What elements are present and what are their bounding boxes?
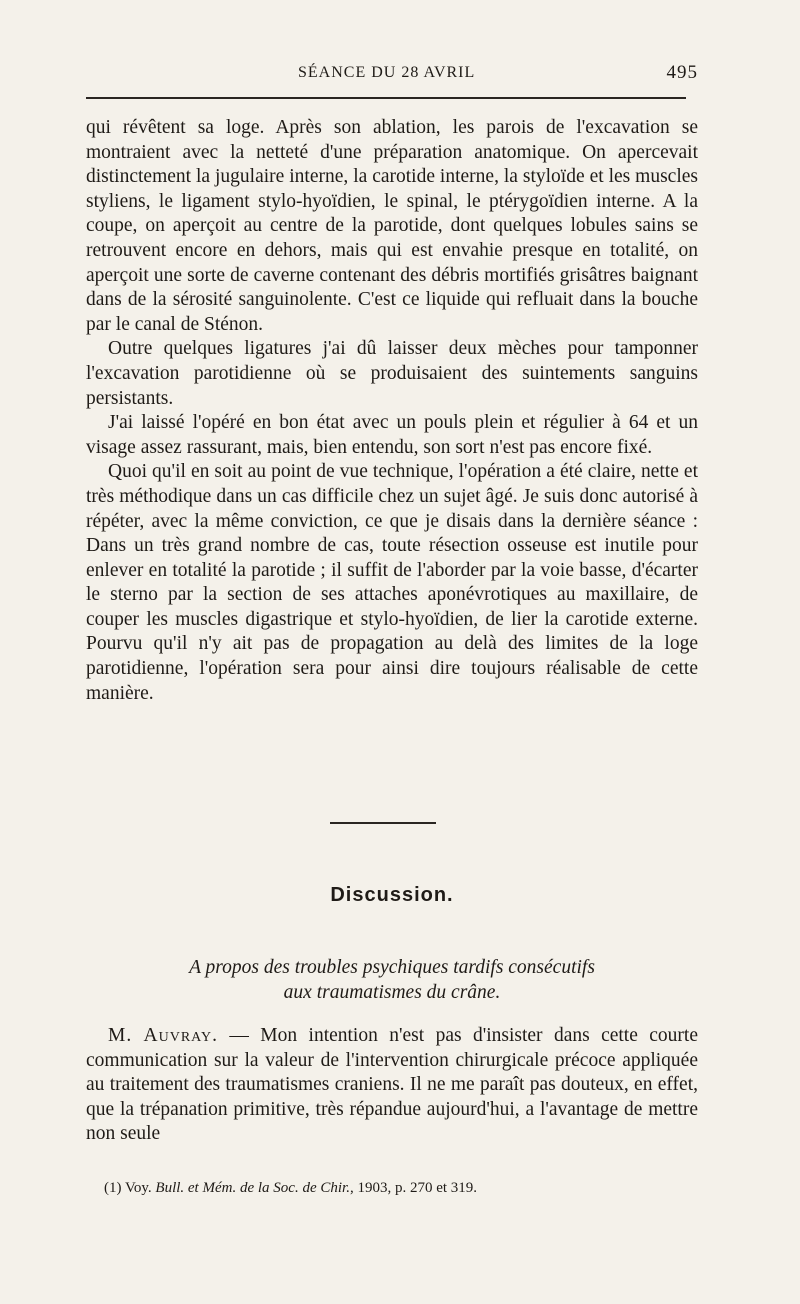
paragraph-1: qui révêtent sa loge. Après son ablation, les parois de l'excavation se montraient avec la netteté d'une préparation anatomique. On apercevait distinctement la jugulaire interne, la carotide interne, la styloïde et les muscles styliens, le ligament stylo-hyoïdien, le spinal, le ptérygoïdien interne. A la coupe, on aperçoit au centre de la parotide, dont quelques lobules sains se retrouvent encore en dehors, mais qui est envahie presque en totalité, on aperçoit une sorte de caverne contenant des débris mortifiés grisâtres baignant dans de la sérosité sanguinolente. C'est ce liquide qui refluait dans la bouche par le canal de Sténon. [86, 117, 698, 335]
subtitle-line-1: A propos des troubles psychiques tardifs consécutifs [189, 957, 595, 978]
header-rule [86, 97, 686, 99]
footnote-marker: (1) Voy. [104, 1180, 156, 1196]
running-head [86, 58, 698, 88]
footnote-rest: , 1903, p. 270 et 319. [349, 1180, 478, 1196]
paragraph-3: J'ai laissé l'opéré en bon état avec un pouls plein et régulier à 64 et un visage assez rassurant, mais, bien entendu, son sort n'est pas encore fixé. [86, 412, 698, 458]
paragraph-2: Outre quelques ligatures j'ai dû laisser deux mèches pour tamponner l'excavation parotidienne où se produisaient des suintements sanguins persistants. [86, 338, 698, 409]
subtitle-line-2: aux traumatismes du crâne. [283, 981, 501, 1003]
discussion-text [86, 1024, 698, 1147]
discussion-paragraph [86, 1024, 698, 1147]
body-text [86, 116, 698, 706]
discussion-body: — Mon intention n'est pas d'insister dans cette courte communication sur la valeur de l'intervention chirurgicale précoce appliquée au traitement des traumatismes craniens. Il ne me paraît pas douteux, en effet, que la trépanation primitive, très répandue aujourd'hui, a l'avantage de mettre non seule [86, 1025, 698, 1145]
speaker-name: M. Auvray. [108, 1025, 218, 1046]
discussion-subtitle [86, 956, 698, 1005]
document-page [86, 0, 698, 1304]
footnote-source: Bull. et Mém. de la Soc. de Chir. [155, 1180, 350, 1196]
section-title: Discussion. [330, 884, 454, 906]
page-number: 495 [666, 62, 698, 83]
running-title: SÉANCE DU 28 AVRIL [298, 64, 476, 81]
paragraph-4: Quoi qu'il en soit au point de vue technique, l'opération a été claire, nette et très méthodique dans un cas difficile chez un sujet âgé. Je suis donc autorisé à répéter, avec la même conviction, ce que je disais dans la dernière séance : Dans un très grand nombre de cas, toute résection osseuse est inutile pour enlever en totalité la parotide ; il suffit de l'aborder par la voie basse, d'écarter le sterno par la section de ses attaches aponévrotiques au maxillaire, de couper les muscles digastrique et stylo-hyoïdien, de lier la carotide externe. Pourvu qu'il n'y ait pas de propagation au delà des limites de la loge parotidienne, l'opération sera pour ainsi dire toujours réalisable de cette manière. [86, 461, 698, 704]
footnote [104, 1180, 704, 1197]
section-divider [330, 822, 436, 824]
